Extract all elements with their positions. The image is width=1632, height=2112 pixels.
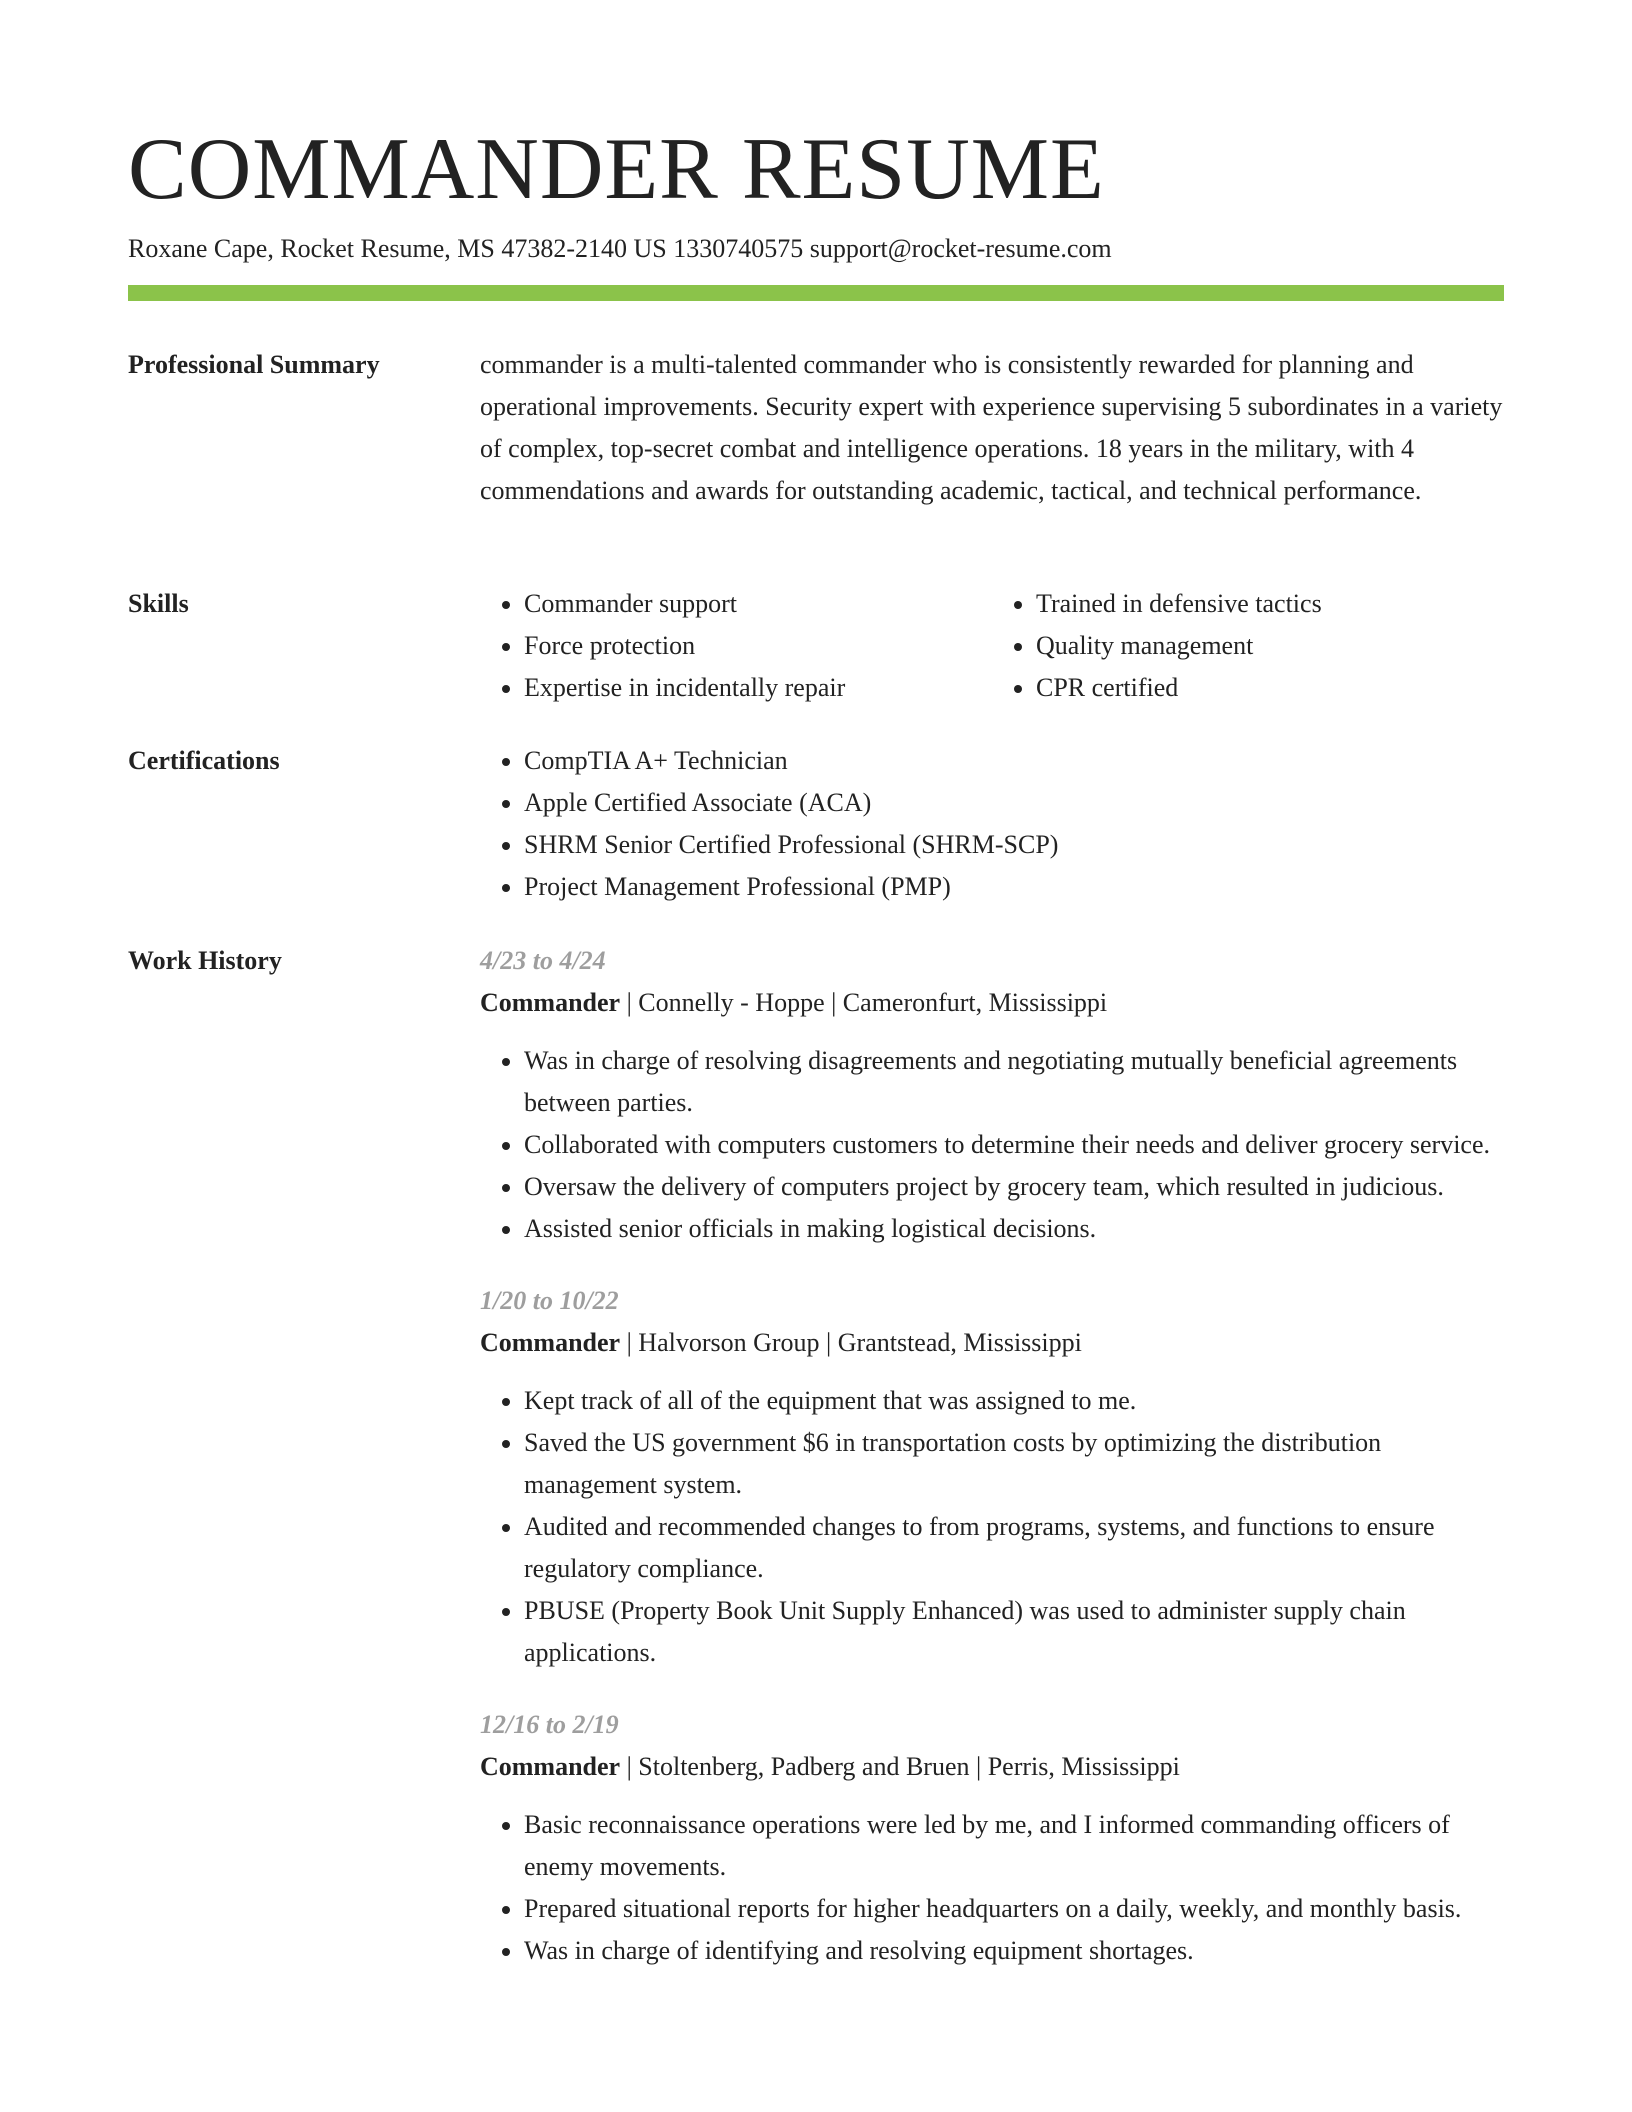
job-entry <box>480 1704 1504 1972</box>
job-dates: 12/16 to 2/19 <box>480 1710 619 1739</box>
resume-title: COMMANDER RESUME <box>128 121 1105 218</box>
summary-body <box>480 344 1504 512</box>
certifications-label: Certifications <box>128 746 280 775</box>
job-entry <box>480 1280 1504 1674</box>
job-title: Commander <box>480 1328 621 1357</box>
job-bullets <box>480 1380 1504 1674</box>
skills-list-right <box>992 583 1504 709</box>
job-bullet: • Saved the US government $6 in transportation costs by optimizing the distribution management system. <box>524 1422 1504 1506</box>
skill-item: • CPR certified <box>1036 667 1504 709</box>
job-bullet: • Collaborated with computers customers to determine their needs and deliver grocery service. <box>524 1124 1504 1166</box>
job-header <box>480 1746 1504 1788</box>
summary-label: Professional Summary <box>128 350 380 379</box>
skills-list-left <box>480 583 992 709</box>
work-history-body <box>480 940 1504 2002</box>
skill-item: • Trained in defensive tactics <box>1036 583 1504 625</box>
job-dates: 1/20 to 10/22 <box>480 1286 619 1315</box>
job-details: | Stoltenberg, Padberg and Bruen | Perris, Mississippi <box>620 1752 1180 1781</box>
certifications-list <box>480 740 1504 908</box>
skill-item: • Commander support <box>524 583 992 625</box>
job-bullet: • Oversaw the delivery of computers project by grocery team, which resulted in judicious. <box>524 1166 1504 1208</box>
accent-divider <box>128 285 1504 301</box>
skills-label: Skills <box>128 589 189 618</box>
job-bullet: • PBUSE (Property Book Unit Supply Enhanced) was used to administer supply chain applications. <box>524 1590 1504 1674</box>
job-bullets <box>480 1040 1504 1250</box>
job-bullet: • Was in charge of identifying and resolving equipment shortages. <box>524 1930 1504 1972</box>
job-dates: 4/23 to 4/24 <box>480 946 606 975</box>
certification-item: • SHRM Senior Certified Professional (SHRM-SCP) <box>524 824 1504 866</box>
contact-line: Roxane Cape, Rocket Resume, MS 47382-2140 US 1330740575 support@rocket-resume.com <box>128 234 1112 263</box>
job-bullet: • Assisted senior officials in making logistical decisions. <box>524 1208 1504 1250</box>
certification-item: • CompTIA A+ Technician <box>524 740 1504 782</box>
job-header <box>480 982 1504 1024</box>
job-entry <box>480 940 1504 1250</box>
job-details: | Connelly - Hoppe | Cameronfurt, Mississippi <box>620 988 1108 1017</box>
skill-item: • Quality management <box>1036 625 1504 667</box>
certification-item: • Apple Certified Associate (ACA) <box>524 782 1504 824</box>
skills-columns <box>480 583 1504 709</box>
job-header <box>480 1322 1504 1364</box>
job-bullet: • Was in charge of resolving disagreements and negotiating mutually beneficial agreements between parties. <box>524 1040 1504 1124</box>
work-history-label: Work History <box>128 946 282 975</box>
certification-item: • Project Management Professional (PMP) <box>524 866 1504 908</box>
summary-text: commander is a multi-talented commander who is consistently rewarded for planning and operational improvements. Security expert with experience supervising 5 subordinates in a variety of complex, top-secret combat and intelligence operations. 18 years in the military, with 4 commendations and awards for outstanding academic, tactical, and technical performance. <box>480 350 1503 505</box>
job-bullet: • Audited and recommended changes to from programs, systems, and functions to ensure regulatory compliance. <box>524 1506 1504 1590</box>
skill-item: • Force protection <box>524 625 992 667</box>
job-bullet: • Prepared situational reports for higher headquarters on a daily, weekly, and monthly basis. <box>524 1888 1504 1930</box>
job-bullet: • Kept track of all of the equipment that was assigned to me. <box>524 1380 1504 1422</box>
job-details: | Halvorson Group | Grantstead, Mississippi <box>620 1328 1082 1357</box>
skill-item: • Expertise in incidentally repair <box>524 667 992 709</box>
skills-body <box>480 583 1504 709</box>
job-title: Commander <box>480 988 621 1017</box>
job-bullet: • Basic reconnaissance operations were led by me, and I informed commanding officers of enemy movements. <box>524 1804 1504 1888</box>
job-title: Commander <box>480 1752 621 1781</box>
job-bullets <box>480 1804 1504 1972</box>
certifications-body <box>480 740 1504 908</box>
